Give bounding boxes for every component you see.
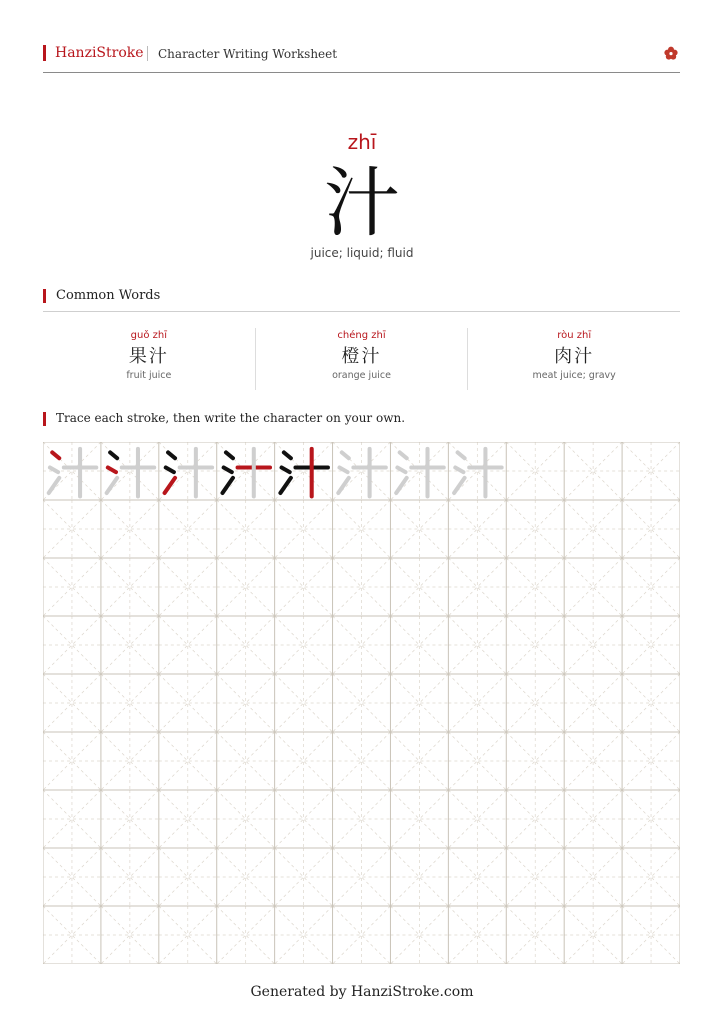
section-accent-bar	[43, 412, 46, 426]
grid-cell[interactable]	[159, 674, 217, 732]
worksheet-header	[43, 43, 680, 65]
grid-cell[interactable]	[275, 732, 333, 790]
grid-cell[interactable]	[448, 906, 506, 964]
grid-cell[interactable]	[101, 732, 159, 790]
grid-cell[interactable]	[564, 906, 622, 964]
grid-cell[interactable]	[564, 674, 622, 732]
grid-cell[interactable]	[506, 616, 564, 674]
grid-cell[interactable]	[43, 790, 101, 848]
grid-cell[interactable]	[448, 674, 506, 732]
grid-cell[interactable]	[564, 848, 622, 906]
grid-cell[interactable]	[159, 616, 217, 674]
grid-cell[interactable]	[390, 674, 448, 732]
grid-cell[interactable]	[506, 906, 564, 964]
main-character: 汁	[324, 158, 400, 247]
stroke-order-glyph	[223, 449, 270, 496]
grid-cell[interactable]	[506, 790, 564, 848]
grid-cell[interactable]	[390, 558, 448, 616]
grid-cell[interactable]	[390, 616, 448, 674]
grid-cell[interactable]	[506, 442, 564, 500]
grid-cell[interactable]	[101, 790, 159, 848]
grid-cell[interactable]	[564, 732, 622, 790]
stroke-order-glyph	[107, 449, 154, 496]
grid-cell[interactable]	[217, 674, 275, 732]
grid-cell[interactable]	[275, 906, 333, 964]
grid-cell[interactable]	[390, 790, 448, 848]
grid-cell[interactable]	[43, 558, 101, 616]
grid-cell[interactable]	[275, 848, 333, 906]
grid-cell[interactable]	[159, 732, 217, 790]
word-meaning: meat juice; gravy	[532, 370, 616, 381]
grid-cell[interactable]	[217, 616, 275, 674]
stroke-order-glyph	[49, 449, 96, 496]
brand-name: HanziStroke	[55, 45, 144, 61]
grid-cell[interactable]	[333, 674, 391, 732]
common-words-title: Common Words	[56, 288, 161, 303]
practice-instruction: Trace each stroke, then write the character on your own.	[56, 411, 406, 425]
grid-cell[interactable]	[564, 442, 622, 500]
grid-cell[interactable]	[43, 848, 101, 906]
grid-cell[interactable]	[622, 616, 680, 674]
grid-cell[interactable]	[43, 500, 101, 558]
grid-cell[interactable]	[101, 500, 159, 558]
grid-cell[interactable]	[448, 790, 506, 848]
grid-cell[interactable]	[448, 732, 506, 790]
word-card	[43, 328, 255, 390]
grid-cell[interactable]	[564, 500, 622, 558]
grid-cell[interactable]	[506, 500, 564, 558]
grid-cell[interactable]	[622, 906, 680, 964]
grid-cell[interactable]	[622, 558, 680, 616]
grid-cell[interactable]	[448, 848, 506, 906]
grid-cell[interactable]	[275, 558, 333, 616]
grid-cell[interactable]	[506, 732, 564, 790]
grid-cell[interactable]	[390, 732, 448, 790]
grid-cell[interactable]	[159, 500, 217, 558]
grid-cell[interactable]	[564, 790, 622, 848]
grid-cell[interactable]	[101, 616, 159, 674]
footer-credit: Generated by HanziStroke.com	[250, 984, 474, 1000]
word-pinyin: ròu zhī	[557, 330, 592, 341]
word-hanzi: 橙汁	[341, 346, 382, 367]
grid-cell[interactable]	[159, 558, 217, 616]
grid-cell[interactable]	[448, 616, 506, 674]
section-accent-bar	[43, 289, 46, 303]
grid-cell[interactable]	[390, 906, 448, 964]
grid-cell[interactable]	[101, 906, 159, 964]
grid-cell[interactable]	[217, 732, 275, 790]
grid-cell[interactable]	[390, 500, 448, 558]
common-words-list	[43, 328, 680, 390]
grid-cell[interactable]	[622, 732, 680, 790]
grid-cell[interactable]	[217, 848, 275, 906]
stroke-order-glyph	[338, 449, 385, 496]
grid-cell[interactable]	[333, 616, 391, 674]
practice-grid[interactable]	[43, 442, 680, 964]
grid-cell[interactable]	[622, 848, 680, 906]
grid-cell[interactable]	[217, 558, 275, 616]
grid-cell[interactable]	[43, 674, 101, 732]
grid-cell[interactable]	[159, 790, 217, 848]
grid-cell[interactable]	[622, 790, 680, 848]
stroke-order-glyph	[165, 449, 212, 496]
grid-cell[interactable]	[333, 790, 391, 848]
grid-cell[interactable]	[217, 790, 275, 848]
header-accent-bar	[43, 45, 46, 61]
grid-cell[interactable]	[333, 848, 391, 906]
grid-cell[interactable]	[275, 500, 333, 558]
grid-cell[interactable]	[43, 616, 101, 674]
grid-cell[interactable]	[622, 674, 680, 732]
character-meaning: juice; liquid; fluid	[310, 246, 414, 260]
stroke-order-glyph	[454, 449, 501, 496]
stroke-order-glyph	[280, 449, 327, 496]
grid-cell[interactable]	[333, 558, 391, 616]
word-pinyin: chéng zhī	[337, 330, 386, 341]
stroke-order-glyph	[396, 449, 443, 496]
grid-cell[interactable]	[217, 906, 275, 964]
grid-cell[interactable]	[333, 732, 391, 790]
word-hanzi: 肉汁	[554, 346, 595, 367]
word-pinyin: guǒ zhī	[130, 330, 168, 341]
grid-cell[interactable]	[448, 500, 506, 558]
character-pinyin: zhī	[347, 130, 377, 154]
grid-cell[interactable]	[506, 558, 564, 616]
common-words-divider	[43, 311, 680, 312]
grid-cell[interactable]	[622, 500, 680, 558]
grid-cell[interactable]	[159, 848, 217, 906]
grid-cell[interactable]	[506, 674, 564, 732]
grid-cell[interactable]	[275, 674, 333, 732]
grid-cell[interactable]	[333, 500, 391, 558]
grid-cell[interactable]	[622, 442, 680, 500]
grid-cell[interactable]	[275, 616, 333, 674]
grid-cell[interactable]	[564, 616, 622, 674]
grid-cell[interactable]	[448, 558, 506, 616]
word-card	[255, 328, 468, 390]
grid-cell[interactable]	[101, 558, 159, 616]
grid-cell[interactable]	[43, 906, 101, 964]
word-meaning: orange juice	[332, 370, 391, 381]
grid-cell[interactable]	[275, 790, 333, 848]
worksheet-subtitle: Character Writing Worksheet	[158, 47, 338, 61]
grid-cell[interactable]	[390, 848, 448, 906]
grid-cell[interactable]	[101, 848, 159, 906]
grid-cell[interactable]	[506, 848, 564, 906]
header-separator	[147, 46, 148, 61]
word-card	[467, 328, 680, 390]
grid-cell[interactable]	[43, 732, 101, 790]
grid-cell[interactable]	[101, 674, 159, 732]
word-hanzi: 果汁	[128, 346, 169, 367]
word-meaning: fruit juice	[126, 370, 172, 381]
grid-cell[interactable]	[564, 558, 622, 616]
plum-blossom-icon	[664, 46, 678, 60]
grid-cell[interactable]	[159, 906, 217, 964]
grid-cell[interactable]	[333, 906, 391, 964]
grid-cell[interactable]	[217, 500, 275, 558]
header-divider	[43, 72, 680, 73]
